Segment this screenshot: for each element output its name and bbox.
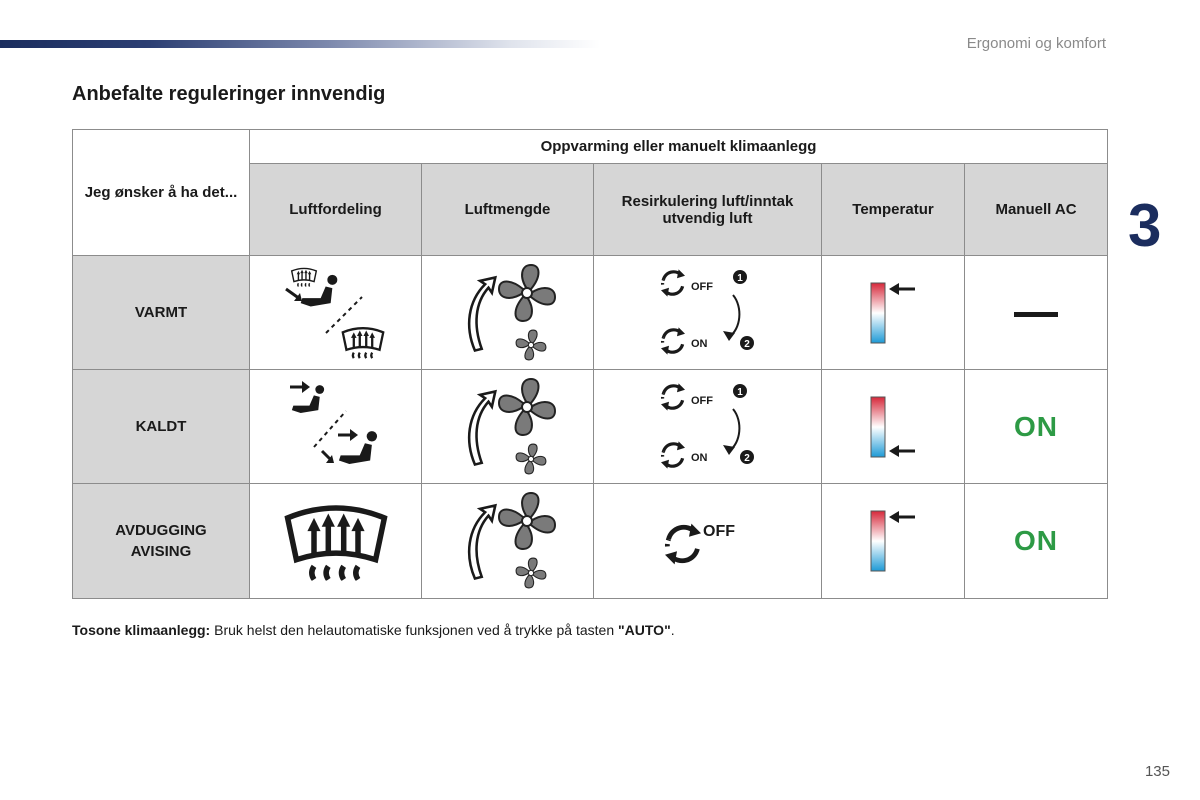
table-row (73, 256, 1108, 370)
recirculation-cell (594, 370, 822, 484)
table-row (73, 370, 1108, 484)
page-number: 135 (1144, 763, 1170, 780)
row-label-demist: AVDUGGING (115, 522, 207, 539)
section-label: Ergonomi og komfort (966, 35, 1106, 52)
recirculation-cell (594, 256, 822, 370)
fan-increase-icon (422, 484, 594, 599)
recirc-step-1: 1 (736, 272, 743, 284)
ac-off-indicator (965, 256, 1108, 370)
recirc-step-1: 1 (736, 386, 743, 398)
recirc-off-label: OFF (702, 523, 735, 540)
recommended-settings-table (72, 129, 1108, 599)
footnote: Tosone klimaanlegg: Bruk helst den helautomatiske funksjonen ved å trykke på tasten "AUTO". (72, 622, 675, 638)
ac-on-indicator: ON (965, 370, 1108, 484)
group-header: Oppvarming eller manuelt klimaanlegg (250, 130, 1108, 164)
chapter-number: 3 (1128, 192, 1162, 259)
recirc-off-label: OFF (690, 280, 713, 293)
recirc-on-label: ON (690, 451, 707, 464)
temperature-cold-icon (822, 370, 965, 484)
temperature-warm-icon (822, 256, 965, 370)
recirc-on-label: ON (690, 337, 707, 350)
fan-increase-icon (422, 256, 594, 370)
row-label-cold: KALDT (73, 370, 250, 484)
recirc-off-label: OFF (690, 394, 713, 407)
header-accent-bar (0, 40, 600, 48)
col-header-manual-ac: Manuell AC (965, 164, 1108, 256)
windscreen-and-feet-icon (250, 256, 422, 370)
footnote-bold: Tosone klimaanlegg: (72, 622, 211, 638)
row-label-warm: VARMT (73, 256, 250, 370)
face-and-feet-icon (250, 370, 422, 484)
col-header-distribution: Luftfordeling (250, 164, 422, 256)
fan-increase-icon (422, 370, 594, 484)
recirc-step-2: 2 (743, 452, 750, 464)
row-label-defrost: AVISING (130, 543, 192, 560)
col-header-temperature: Temperatur (822, 164, 965, 256)
footnote-text: Bruk helst den helautomatiske funksjonen ved å trykke på tasten (210, 622, 619, 638)
table-row (73, 484, 1108, 599)
footnote-key: "AUTO" (618, 622, 671, 638)
windscreen-defrost-icon (250, 484, 422, 599)
recirculation-off-icon (594, 484, 822, 599)
page-title: Anbefalte reguleringer innvendig (72, 83, 386, 105)
row-header-label: Jeg ønsker å ha det... (73, 130, 250, 256)
temperature-warm-icon (822, 484, 965, 599)
col-header-airflow: Luftmengde (422, 164, 594, 256)
col-header-recirculation: Resirkulering luft/inntak utvendig luft (594, 164, 822, 256)
ac-on-indicator: ON (965, 484, 1108, 599)
row-label-demist-defrost (73, 484, 250, 599)
recirc-step-2: 2 (743, 338, 750, 350)
